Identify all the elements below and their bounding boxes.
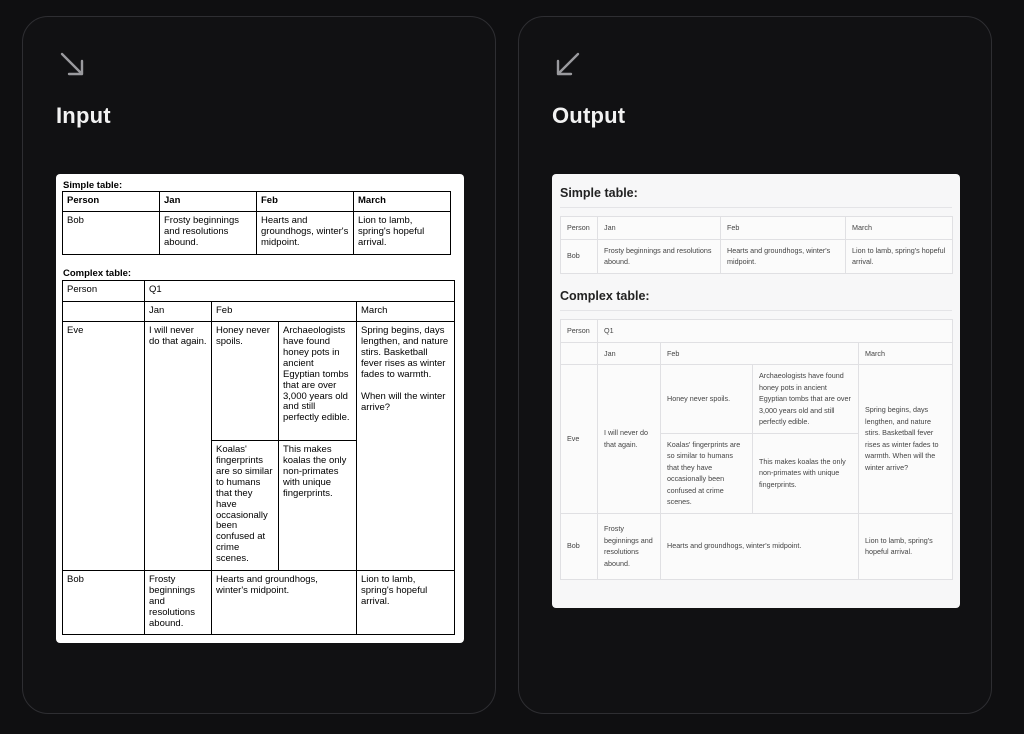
simple-table-caption: Simple table: bbox=[63, 180, 123, 191]
cell-eve-koalas: Koalas' fingerprints are so similar to humans that they have occasionally been confused at crime scenes. bbox=[212, 441, 279, 571]
cell-bob-jan: Frosty beginnings and resolutions abound. bbox=[598, 513, 661, 579]
complex-table-caption: Complex table: bbox=[63, 268, 132, 279]
complex-table-caption: Complex table: bbox=[560, 289, 650, 303]
arrow-down-left-icon bbox=[553, 49, 583, 79]
cell-feb: Hearts and groundhogs, winter's midpoint. bbox=[257, 212, 354, 255]
cell-jan: Frosty beginnings and resolutions abound. bbox=[160, 212, 257, 255]
cell-eve-jan: I will never do that again. bbox=[145, 322, 212, 571]
cell-eve-march bbox=[357, 322, 455, 571]
cell-q1: Q1 bbox=[145, 281, 455, 302]
cell-eve-koalas: Koalas' fingerprints are so similar to humans that they have occasionally been confused at crime scenes. bbox=[661, 433, 753, 513]
cell-eve: Eve bbox=[63, 322, 145, 571]
cell-bob: Bob bbox=[63, 571, 145, 635]
header-jan: Jan bbox=[598, 217, 721, 240]
output-preview-card bbox=[552, 174, 960, 608]
cell-eve-march: Spring begins, days lengthen, and nature stirs. Basketball fever rises as winter fades to warmth. When will the winter arrive? bbox=[859, 365, 953, 514]
header-person: Person bbox=[561, 217, 598, 240]
cell-eve-koalas-unique: This makes koalas the only non-primates with unique fingerprints. bbox=[279, 441, 357, 571]
header-feb: Feb bbox=[721, 217, 846, 240]
cell-jan: Frosty beginnings and resolutions abound. bbox=[598, 239, 721, 273]
cell-feb: Hearts and groundhogs, winter's midpoint. bbox=[721, 239, 846, 273]
cell-eve-honey: Honey never spoils. bbox=[212, 322, 279, 441]
input-title: Input bbox=[56, 103, 111, 128]
cell-eve-archaeo: Archaeologists have found honey pots in ancient Egyptian tombs that are over 3,000 years old and still perfectly edible. bbox=[279, 322, 357, 441]
header-feb: Feb bbox=[257, 192, 354, 212]
cell-bob-jan: Frosty beginnings and resolutions abound. bbox=[145, 571, 212, 635]
cell-eve: Eve bbox=[561, 365, 598, 514]
cell-eve-koalas-unique: This makes koalas the only non-primates with unique fingerprints. bbox=[753, 433, 859, 513]
caption-divider-2 bbox=[560, 310, 952, 311]
cell-bob-march: Lion to lamb, spring's hopeful arrival. bbox=[859, 513, 953, 579]
cell-bob-feb: Hearts and groundhogs, winter's midpoint. bbox=[661, 513, 859, 579]
header-march: March bbox=[846, 217, 953, 240]
cell-jan-header: Jan bbox=[145, 302, 212, 322]
cell-person-header: Person bbox=[63, 281, 145, 302]
caption-divider bbox=[560, 207, 952, 208]
cell-bob: Bob bbox=[561, 513, 598, 579]
header-jan: Jan bbox=[160, 192, 257, 212]
cell-march: Lion to lamb, spring's hopeful arrival. bbox=[846, 239, 953, 273]
cell-march-header: March bbox=[859, 342, 953, 365]
cell-bob-feb: Hearts and groundhogs, winter's midpoint. bbox=[212, 571, 357, 635]
cell-empty bbox=[63, 302, 145, 322]
header-person: Person bbox=[63, 192, 160, 212]
cell-person-header: Person bbox=[561, 320, 598, 343]
simple-table-caption: Simple table: bbox=[560, 186, 638, 200]
eve-march-text-1: Spring begins, days lengthen, and nature stirs. Basketball fever rises as winter fades to warmth. bbox=[361, 325, 449, 380]
output-panel bbox=[518, 16, 992, 714]
complex-table bbox=[560, 319, 953, 580]
cell-eve-jan: I will never do that again. bbox=[598, 365, 661, 514]
cell-eve-honey: Honey never spoils. bbox=[661, 365, 753, 434]
eve-march-text-2: When will the winter arrive? bbox=[361, 390, 446, 413]
input-panel bbox=[22, 16, 496, 714]
header-march: March bbox=[354, 192, 451, 212]
output-title: Output bbox=[552, 103, 626, 128]
input-preview-card bbox=[56, 174, 464, 643]
cell-march: Lion to lamb, spring's hopeful arrival. bbox=[354, 212, 451, 255]
cell-march-header: March bbox=[357, 302, 455, 322]
cell-bob-march: Lion to lamb, spring's hopeful arrival. bbox=[357, 571, 455, 635]
cell-feb-header: Feb bbox=[661, 342, 859, 365]
simple-table bbox=[560, 216, 953, 274]
cell-person: Bob bbox=[63, 212, 160, 255]
cell-q1: Q1 bbox=[598, 320, 953, 343]
cell-feb-header: Feb bbox=[212, 302, 357, 322]
cell-eve-archaeo: Archaeologists have found honey pots in ancient Egyptian tombs that are over 3,000 years old and still perfectly edible. bbox=[753, 365, 859, 434]
complex-table bbox=[62, 280, 455, 635]
arrow-down-right-icon bbox=[57, 49, 87, 79]
cell-person: Bob bbox=[561, 239, 598, 273]
cell-empty bbox=[561, 342, 598, 365]
cell-jan-header: Jan bbox=[598, 342, 661, 365]
simple-table bbox=[62, 191, 451, 255]
